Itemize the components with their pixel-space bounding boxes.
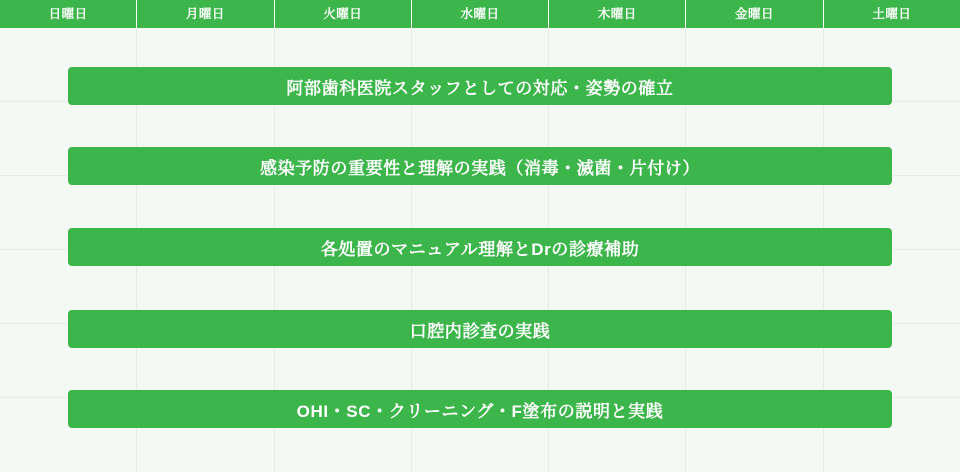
event-bar[interactable]: 口腔内診査の実践 <box>68 310 892 348</box>
event-bar[interactable]: 各処置のマニュアル理解とDrの診療補助 <box>68 228 892 266</box>
weekday-header-friday: 金曜日 <box>686 0 823 28</box>
weekday-header-tuesday: 火曜日 <box>275 0 412 28</box>
weekday-header-saturday: 土曜日 <box>872 7 912 21</box>
weekday-header-sunday: 日曜日 <box>0 0 137 28</box>
event-bar[interactable]: OHI・SC・クリーニング・F塗布の説明と実践 <box>68 390 892 428</box>
event-bar[interactable]: 阿部歯科医院スタッフとしての対応・姿勢の確立 <box>68 67 892 105</box>
weekday-header-thursday: 木曜日 <box>549 0 686 28</box>
event-bar[interactable]: 感染予防の重要性と理解の実践（消毒・滅菌・片付け） <box>68 147 892 185</box>
weekday-header-row <box>0 0 960 28</box>
weekday-header-monday: 月曜日 <box>137 0 274 28</box>
weekday-header-wednesday: 水曜日 <box>412 0 549 28</box>
